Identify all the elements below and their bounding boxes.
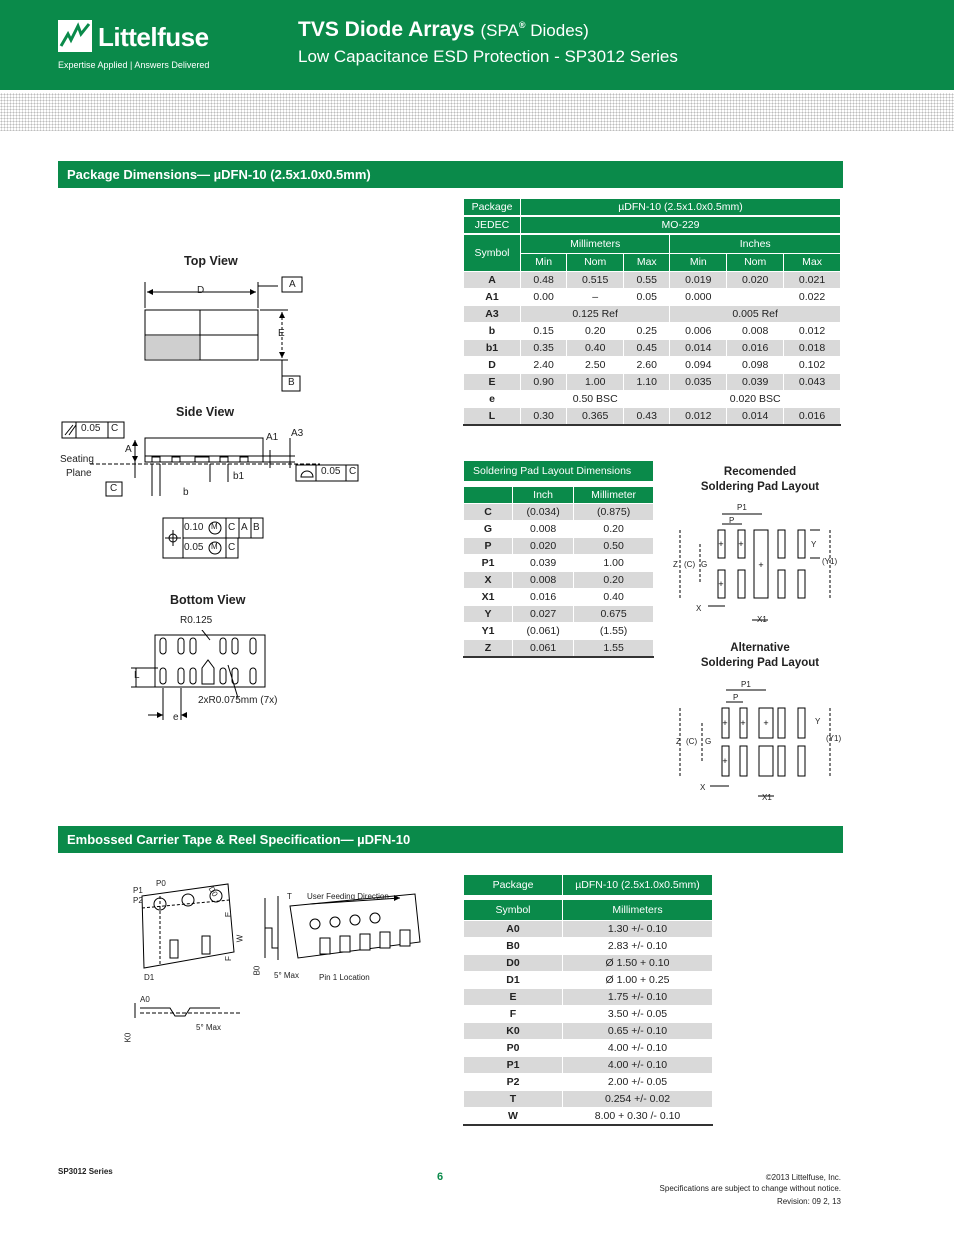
alt-y1-label: (Y1) [826,734,842,743]
millimeters-header: Millimeters [521,234,670,253]
table-row [464,306,841,323]
row-value: 0.55 [624,272,670,289]
row-value: 0.094 [670,357,727,374]
row-symbol: E [464,374,521,391]
pad-row-value: 0.50 [574,538,654,555]
row-value: 0.90 [521,374,567,391]
title-tail: Diodes) [525,21,589,40]
tape-max1-label: 5° Max [274,971,299,980]
dim-b1-label: b1 [233,471,245,482]
tape-row-symbol: F [464,1006,563,1023]
corner-radius-note: 2xR0.075mm (7x) [198,695,278,706]
pad-row-value: (1.55) [574,623,654,640]
title-main: TVS Diode Arrays [298,18,475,41]
alt-x-label: X [700,783,706,792]
rec-p1-label: P1 [737,503,747,512]
tape-max2-label: 5° Max [196,1023,221,1032]
pad-row-value: 0.40 [574,589,654,606]
carrier-tape-table [463,874,713,1126]
table-row [464,606,654,623]
row-value: 0.48 [521,272,567,289]
row-value: 0.43 [624,408,670,426]
tape-row-symbol: P0 [464,1040,563,1057]
dim-e-pitch-label: e [173,712,179,723]
row-value: 0.016 [727,340,784,357]
bottom-view-drawing [128,630,273,725]
tape-row-symbol: D0 [464,955,563,972]
pad-mm-header: Millimeter [574,487,654,504]
tape-unit-header: Millimeters [563,900,713,921]
row-value: 0.098 [727,357,784,374]
tape-row-value: 2.00 +/- 0.05 [563,1074,713,1091]
row-symbol: e [464,391,521,408]
table-row [464,538,654,555]
pad-row-value: 0.675 [574,606,654,623]
dim-col-header: Min [521,253,567,271]
fcf-datum-c-2: C [228,542,236,553]
tape-a0-label: A0 [140,995,150,1004]
row-symbol: D [464,357,521,374]
section-package-dimensions-title: Package Dimensions— µDFN-10 (2.5x1.0x0.5mm) [58,161,843,188]
tape-e-label: E [224,911,234,918]
alt-title-2: Soldering Pad Layout [700,657,820,669]
row-value: 0.016 [784,408,841,426]
table-row [464,938,713,955]
row-symbol: A1 [464,289,521,306]
tape-row-symbol: B0 [464,938,563,955]
side-view-label: Side View [176,405,235,419]
dim-col-header: Min [670,253,727,271]
dim-col-header: Max [624,253,670,271]
pad-row-symbol: P1 [464,555,513,572]
svg-text:+: + [722,756,728,766]
inches-header: Inches [670,234,841,253]
table-row [464,1006,713,1023]
rec-x1-label: X1 [757,615,767,624]
row-ref-in: 0.005 Ref [670,306,841,323]
package-dimensions-table [463,198,841,426]
seating-label: Seating [60,454,94,465]
table-row [464,572,654,589]
rec-p-label: P [729,516,735,525]
table-row [464,374,841,391]
pad-row-value: 0.20 [574,521,654,538]
row-symbol: b [464,323,521,340]
tape-row-value: 8.00 + 0.30 /- 0.10 [563,1108,713,1126]
row-value: 0.35 [521,340,567,357]
rec-title-2: Soldering Pad Layout [700,481,820,493]
pad-row-value: 0.039 [513,555,574,572]
table-row [464,521,654,538]
plane-label: Plane [66,468,92,479]
table-row [464,340,841,357]
tape-row-value: 1.30 +/- 0.10 [563,921,713,938]
alternative-layout-title [680,641,840,671]
tape-p2-label: P2 [133,896,143,905]
rec-y-label: Y [811,540,817,549]
symbol-header: Symbol [464,234,521,272]
tape-t-label: T [287,892,292,901]
alt-p1-label: P1 [741,680,751,689]
footer-copyright [660,1172,841,1194]
pad-row-symbol: G [464,521,513,538]
row-value: 0.018 [784,340,841,357]
table-row [464,289,841,306]
dim-d-label: D [197,285,205,296]
row-value: 0.05 [624,289,670,306]
tape-row-value: 4.00 +/- 0.10 [563,1040,713,1057]
tape-row-symbol: A0 [464,921,563,938]
pad-row-symbol: C [464,504,513,521]
row-value: 0.000 [670,289,727,306]
datum-c-label: C [110,483,118,494]
pad-row-symbol: X1 [464,589,513,606]
row-ref-in: 0.020 BSC [670,391,841,408]
tape-package-header: Package [464,875,563,897]
row-value: 0.021 [784,272,841,289]
tape-b0-label: B0 [252,965,262,976]
table-row [464,272,841,289]
jedec-header: JEDEC [464,216,521,234]
pad-row-symbol: P [464,538,513,555]
tape-row-symbol: T [464,1091,563,1108]
tape-row-symbol: W [464,1108,563,1126]
title-spa: (SPA [480,21,519,40]
carrier-tape-drawing [130,878,430,1048]
row-value: – [567,289,624,306]
rec-title-1: Recomended [723,466,797,478]
package-header: Package [464,199,521,217]
seating-plane-label [60,453,100,481]
svg-text:+: + [722,718,728,728]
side-view-drawing [60,420,365,500]
tape-k0-label: K0 [123,1032,133,1043]
tape-row-value: Ø 1.50 + 0.10 [563,955,713,972]
pad-row-symbol: X [464,572,513,589]
pad-row-value: 0.008 [513,521,574,538]
tol-flatness-value: 0.05 [81,423,101,434]
tape-row-symbol: E [464,989,563,1006]
fcf-tolerance-2: 0.05 [184,542,204,553]
copyright-text: ©2013 Littelfuse, Inc. [765,1173,841,1182]
row-value: 1.00 [567,374,624,391]
svg-text:+: + [740,718,746,728]
dim-b-label: b [183,487,189,498]
svg-text:+: + [763,718,769,728]
tape-row-value: 2.83 +/- 0.10 [563,938,713,955]
pad-row-symbol: Y1 [464,623,513,640]
row-symbol: A3 [464,306,521,323]
tape-row-value: Ø 1.00 + 0.25 [563,972,713,989]
table-row [464,1023,713,1040]
alt-x1-label: X1 [762,793,772,802]
tape-row-symbol: K0 [464,1023,563,1040]
rec-c-label: (C) [684,560,696,569]
tol-flatness-datum: C [111,423,119,434]
row-value: 0.45 [624,340,670,357]
pad-row-value: (0.875) [574,504,654,521]
fcf-tolerance-1: 0.10 [184,522,204,533]
pad-row-value: 0.016 [513,589,574,606]
table-row [464,1057,713,1074]
row-value: 2.50 [567,357,624,374]
radius-label: R0.125 [180,615,213,626]
brand-name: Littelfuse [98,22,209,52]
pad-row-value: 0.027 [513,606,574,623]
row-value: 0.022 [784,289,841,306]
dim-col-header: Nom [567,253,624,271]
tape-row-value: 3.50 +/- 0.05 [563,1006,713,1023]
pad-row-value: (0.034) [513,504,574,521]
tape-p0-label: P0 [156,879,166,888]
row-value: 0.008 [727,323,784,340]
bottom-view-label: Bottom View [170,593,246,607]
row-value: 0.006 [670,323,727,340]
dot-pattern [0,93,954,131]
row-value: 0.019 [670,272,727,289]
dim-col-header: Max [784,253,841,271]
pad-row-value: 0.061 [513,640,574,658]
rec-y1-label: (Y1) [822,557,838,566]
tape-p1-label: P1 [133,886,143,895]
row-symbol: L [464,408,521,426]
dim-col-header: Nom [727,253,784,271]
alt-c-label: (C) [686,737,698,746]
tape-f-label: F [223,956,233,961]
footer-series: SP3012 Series [58,1167,113,1176]
pad-symbol-header [464,487,513,504]
tape-w-label: W [235,934,245,943]
row-value: 0.043 [784,374,841,391]
table-row [464,504,654,521]
row-symbol: b1 [464,340,521,357]
datum-b-label: B [288,377,295,388]
row-value: 0.035 [670,374,727,391]
table-row [464,955,713,972]
pad-layout-table [463,460,654,658]
row-value: 0.40 [567,340,624,357]
svg-text:+: + [738,539,744,549]
page-subtitle: Low Capacitance ESD Protection - SP3012 Series [298,47,678,66]
svg-text:+: + [758,560,764,570]
row-value: 0.30 [521,408,567,426]
tape-row-symbol: P2 [464,1074,563,1091]
recommended-layout-title [680,465,840,495]
rec-z-label: Z [673,560,678,569]
row-symbol: A [464,272,521,289]
fcf-datum-a: A [241,522,248,533]
table-row [464,323,841,340]
table-row [464,357,841,374]
pad-row-symbol: Z [464,640,513,658]
side-dim-a-label: A [125,444,132,455]
pad-row-value: 1.00 [574,555,654,572]
table-row [464,408,841,426]
tape-package-value: µDFN-10 (2.5x1.0x0.5mm) [563,875,713,897]
top-view-label: Top View [184,254,238,268]
tape-row-symbol: P1 [464,1057,563,1074]
fcf-mmc-1: M [211,522,218,531]
tape-d1-label: D1 [144,973,155,982]
tape-d0-label: D0 [206,884,220,899]
row-value: 0.515 [567,272,624,289]
row-value: 0.15 [521,323,567,340]
row-value: 0.00 [521,289,567,306]
tagline: Expertise Applied | Answers Delivered [58,60,210,70]
tape-row-value: 4.00 +/- 0.10 [563,1057,713,1074]
pin1-location-label: Pin 1 Location [319,973,370,982]
svg-text:+: + [718,539,724,549]
table-row [464,921,713,938]
row-value: 0.102 [784,357,841,374]
alt-title-1: Alternative [730,642,790,654]
rec-x-label: X [696,604,702,613]
table-row [464,1074,713,1091]
row-value: 0.014 [670,340,727,357]
alt-y-label: Y [815,717,821,726]
table-row [464,640,654,658]
tape-row-value: 0.65 +/- 0.10 [563,1023,713,1040]
alt-z-label: Z [676,737,681,746]
dim-a3-label: A3 [291,428,304,439]
pad-row-value: 1.55 [574,640,654,658]
table-row [464,589,654,606]
rec-g-label: G [701,560,708,569]
row-value: 0.020 [727,272,784,289]
row-value [727,289,784,306]
page-number: 6 [437,1171,444,1183]
row-ref-mm: 0.50 BSC [521,391,670,408]
section-carrier-tape-title: Embossed Carrier Tape & Reel Specification— µDFN-10 [58,826,843,853]
feeding-direction-label: User Feeding Direction [307,892,389,901]
pad-row-value: 0.020 [513,538,574,555]
row-value: 0.039 [727,374,784,391]
dim-e-label: E [278,328,285,339]
page-title [298,18,589,42]
tape-symbol-header: Symbol [464,900,563,921]
row-value: 2.60 [624,357,670,374]
row-value: 0.014 [727,408,784,426]
littelfuse-logo-icon [58,20,94,54]
table-row [464,1091,713,1108]
pad-row-value: 0.008 [513,572,574,589]
alt-p-label: P [733,693,739,702]
footer-revision: Revision: 09 2, 13 [776,1197,841,1206]
row-value: 0.012 [670,408,727,426]
pad-row-value: 0.20 [574,572,654,589]
tol-profile-datum: C [349,466,357,477]
datum-a-label: A [289,279,296,290]
jedec-value: MO-229 [521,216,841,234]
fcf-mmc-2: M [211,542,218,551]
row-value: 0.20 [567,323,624,340]
tape-row-symbol: D1 [464,972,563,989]
row-value: 0.012 [784,323,841,340]
registered-mark: ® [518,20,526,30]
table-row [464,391,841,408]
table-row [464,989,713,1006]
row-value: 1.10 [624,374,670,391]
pad-table-title: Soldering Pad Layout Dimensions [464,461,654,483]
pad-row-symbol: Y [464,606,513,623]
fcf-datum-c: C [228,522,236,533]
package-value: µDFN-10 (2.5x1.0x0.5mm) [521,199,841,217]
table-row [464,1108,713,1126]
tape-row-value: 1.75 +/- 0.10 [563,989,713,1006]
table-row [464,972,713,989]
alt-g-label: G [705,737,712,746]
notice-text: Specifications are subject to change without notice. [659,1184,841,1193]
dim-l-label: L [134,670,140,681]
pad-row-value: (0.061) [513,623,574,640]
table-row [464,555,654,572]
tape-row-value: 0.254 +/- 0.02 [563,1091,713,1108]
table-row [464,1040,713,1057]
row-value: 2.40 [521,357,567,374]
pad-inch-header: Inch [513,487,574,504]
row-value: 0.25 [624,323,670,340]
svg-text:+: + [718,579,724,589]
tol-profile-value: 0.05 [321,466,341,477]
table-row [464,623,654,640]
dim-a1-label: A1 [266,432,279,443]
row-ref-mm: 0.125 Ref [521,306,670,323]
row-value: 0.365 [567,408,624,426]
fcf-datum-b: B [253,522,260,533]
